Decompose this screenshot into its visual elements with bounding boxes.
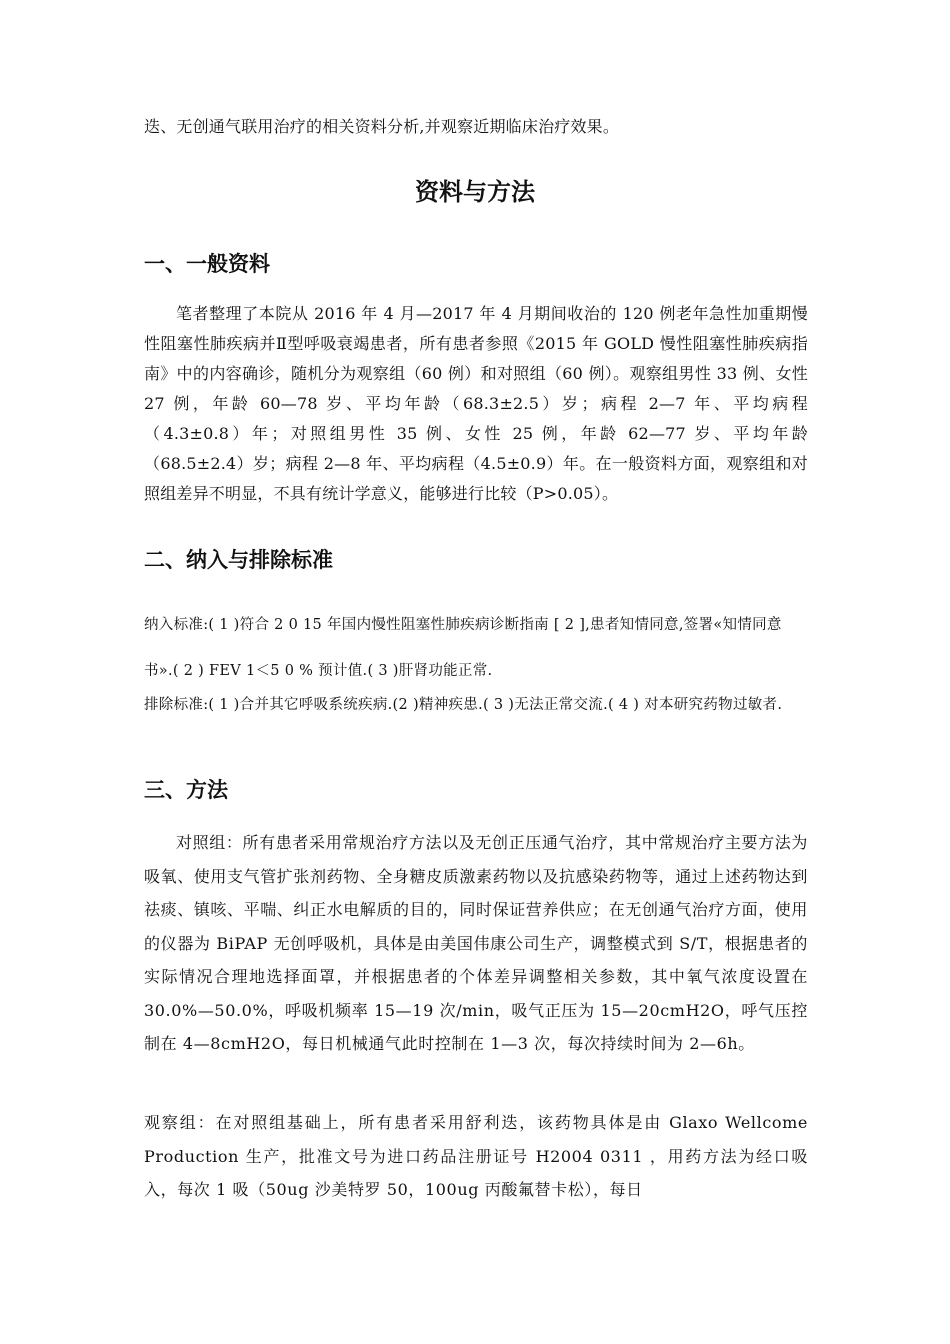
- control-group-paragraph: 对照组：所有患者采用常规治疗方法以及无创正压通气治疗，其中常规治疗主要方法为吸氧、使用支气管扩张剂药物、全身糖皮质激素药物以及抗感染药物等，通过上述药物达到祛痰、镇咳、平喘、纠正水电解质的目的，同时保证营养供应；在无创通气治疗方面，使用的仪器为 BiPAP 无创呼吸机，具体是由美国伟康公司生产，调整模式到 S/T，根据患者的实际情况合理地选择面罩，并根据患者的个体差异调整相关参数，其中氧气浓度设置在 30.0%—50.0%，呼吸机频率 15—19 次/min，吸气正压为 15—20cmH2O，呼气压控制在 4—8cmH2O，每日机械通气此时控制在 1—3 次，每次持续时间为 2—6h。: [144, 833, 809, 1053]
- intro-tail-paragraph: 迭、无创通气联用治疗的相关资料分析,并观察近期临床治疗效果。: [144, 117, 620, 136]
- inclusion-criteria: 纳入标准:( 1 )符合 2 0 15 年国内慢性阻塞性肺疾病诊断指南 [ 2 ],患者知情同意,签署«知情同意书».( 2 ) FEV 1＜5 0 % 预计值.( 3 )肝肾功能正常.: [144, 617, 782, 679]
- observation-group-paragraph: 观察组：在对照组基础上，所有患者采用舒利迭，该药物具体是由 Glaxo Wellcome Production 生产，批准文号为进口药品注册证号 H2004 0311 ，用药方法为经口吸入，每次 1 吸（50ug 沙美特罗 50，100ug 丙酸氟替卡松），每日: [144, 1113, 808, 1199]
- heading-methods: 三、方法: [144, 778, 228, 802]
- heading-criteria: 二、纳入与排除标准: [144, 548, 333, 572]
- section-title: 资料与方法: [415, 178, 535, 206]
- general-paragraph: 笔者整理了本院从 2016 年 4 月—2017 年 4 月期间收治的 120 例老年急性加重期慢性阻塞性肺疾病并Ⅱ型呼吸衰竭患者，所有患者参照《2015 年 GOLD 慢性阻塞性肺疾病指南》中的内容确诊，随机分为观察组（60 例）和对照组（60 例）。观察组男性 33 例、女性 27 例，年龄 60—78 岁、平均年龄（68.3±2.5）岁；病程 2—7 年、平均病程（4.3±0.8）年；对照组男性 35 例、女性 25 例，年龄 62—77 岁、平均年龄（68.5±2.4）岁；病程 2—8 年、平均病程（4.5±0.9）年。在一般资料方面，观察组和对照组差异不明显，不具有统计学意义，能够进行比较（P>0.05）。: [144, 304, 808, 503]
- heading-general: 一、一般资料: [144, 252, 270, 276]
- exclusion-criteria: 排除标准:( 1 )合并其它呼吸系统疾病.(2 )精神疾患.( 3 )无法正常交流.( 4 ) 对本研究药物过敏者.: [144, 697, 783, 713]
